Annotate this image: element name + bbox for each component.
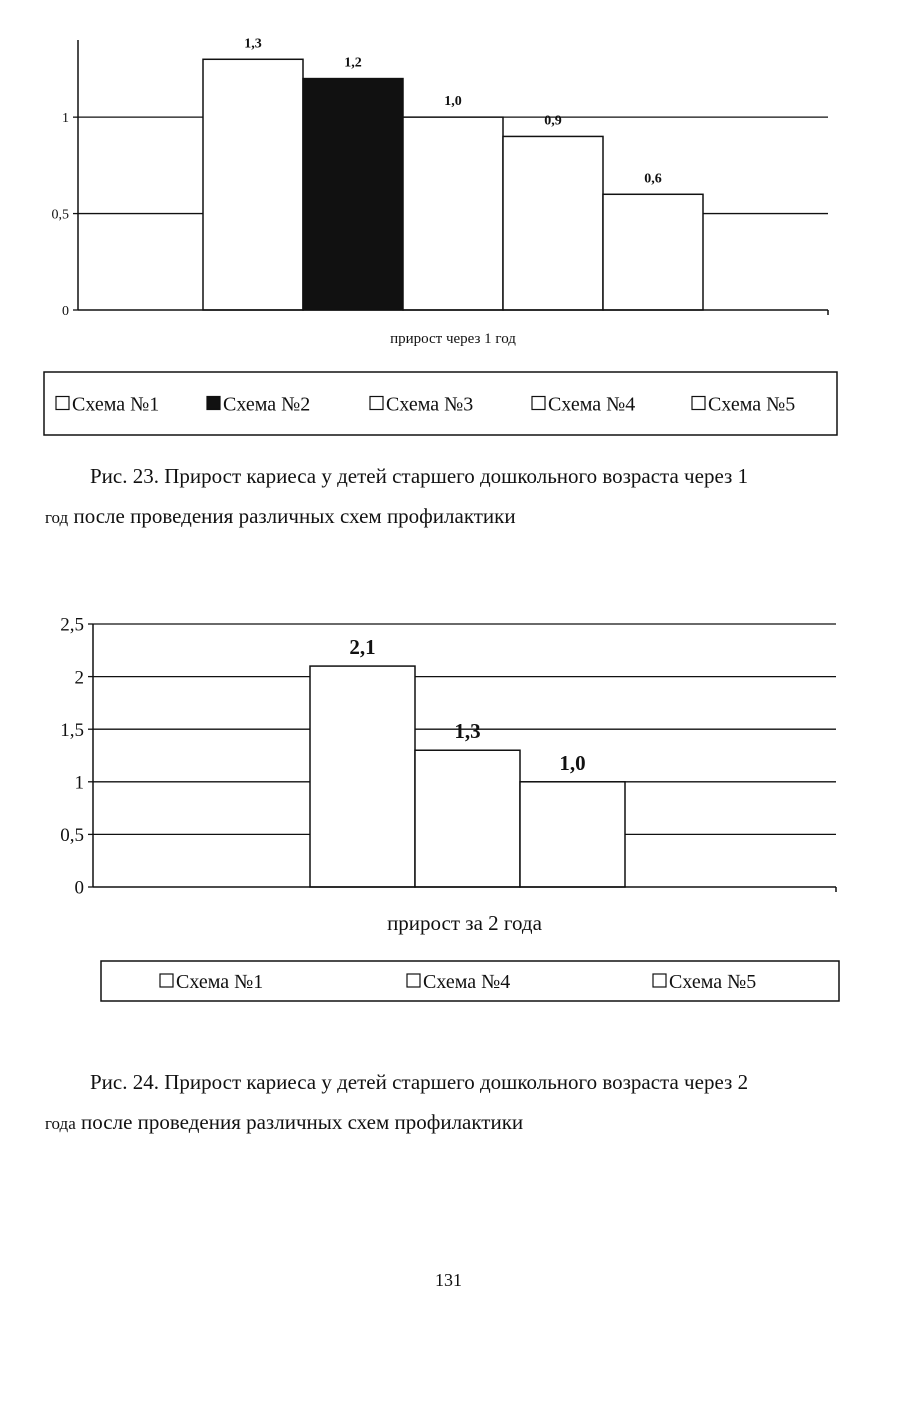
chart-fig24 bbox=[0, 608, 897, 1008]
legend-entry: Схема №4 bbox=[423, 971, 511, 993]
legend-entry: Схема №1 bbox=[72, 393, 160, 416]
bar-value-label: 0,9 bbox=[544, 113, 562, 129]
bar-value-label: 1,2 bbox=[344, 55, 362, 71]
caption-fig23-line2: после проведения различных схем профилактики bbox=[68, 504, 516, 528]
chart-fig23 bbox=[0, 0, 897, 445]
legend-swatch bbox=[653, 974, 666, 987]
y-tick-label: 0,5 bbox=[60, 825, 84, 847]
caption-fig24 bbox=[45, 1062, 875, 1144]
y-tick-label: 1,5 bbox=[60, 719, 84, 741]
legend-swatch bbox=[207, 397, 220, 410]
legend-swatch bbox=[370, 397, 383, 410]
legend-entry: Схема №5 bbox=[708, 393, 796, 416]
legend-entry: Схема №3 bbox=[386, 393, 474, 416]
legend-entry: Схема №2 bbox=[223, 393, 311, 416]
caption-fig24-line2: после проведения различных схем профилактики bbox=[75, 1110, 524, 1134]
bar-4 bbox=[503, 136, 603, 310]
legend-swatch bbox=[532, 397, 545, 410]
y-tick-label: 0 bbox=[62, 303, 69, 319]
y-tick-label: 2,5 bbox=[60, 614, 84, 636]
y-tick-label: 1 bbox=[62, 111, 69, 127]
bar-3 bbox=[403, 117, 503, 310]
legend-swatch bbox=[692, 397, 705, 410]
bar-2 bbox=[303, 79, 403, 310]
caption-fig24-line1: Рис. 24. Прирост кариеса у детей старшего дошкольного возраста через 2 bbox=[90, 1070, 749, 1094]
x-axis-label: прирост за 2 года bbox=[387, 911, 542, 935]
bar-value-label: 1,0 bbox=[444, 94, 462, 110]
y-tick-label: 1 bbox=[74, 772, 84, 794]
x-axis-label: прирост через 1 год bbox=[390, 331, 516, 347]
y-tick-label: 2 bbox=[74, 667, 84, 689]
bar-value-label: 1,3 bbox=[454, 719, 481, 744]
bar-1 bbox=[203, 59, 303, 310]
bar-5 bbox=[603, 194, 703, 310]
caption-fig23-word: год bbox=[45, 508, 69, 527]
y-tick-label: 0 bbox=[74, 877, 84, 899]
legend-swatch bbox=[160, 974, 173, 987]
page-number: 131 bbox=[435, 1270, 462, 1290]
caption-fig23-line1: Рис. 23. Прирост кариеса у детей старшего дошкольного возраста через 1 bbox=[90, 464, 749, 488]
legend-entry: Схема №1 bbox=[176, 971, 264, 993]
legend-swatch bbox=[407, 974, 420, 987]
y-tick-label: 0,5 bbox=[51, 207, 69, 223]
bar-value-label: 1,0 bbox=[559, 750, 586, 775]
bar-1 bbox=[310, 666, 415, 887]
legend-swatch bbox=[56, 397, 69, 410]
bar-value-label: 1,3 bbox=[244, 36, 262, 52]
bar-value-label: 2,1 bbox=[349, 635, 376, 660]
legend-entry: Схема №5 bbox=[669, 971, 757, 993]
caption-fig24-word: года bbox=[45, 1114, 76, 1133]
bar-3 bbox=[520, 782, 625, 887]
bar-2 bbox=[415, 750, 520, 887]
bar-value-label: 0,6 bbox=[644, 171, 662, 187]
legend-entry: Схема №4 bbox=[548, 393, 636, 416]
caption-fig23 bbox=[45, 456, 865, 538]
